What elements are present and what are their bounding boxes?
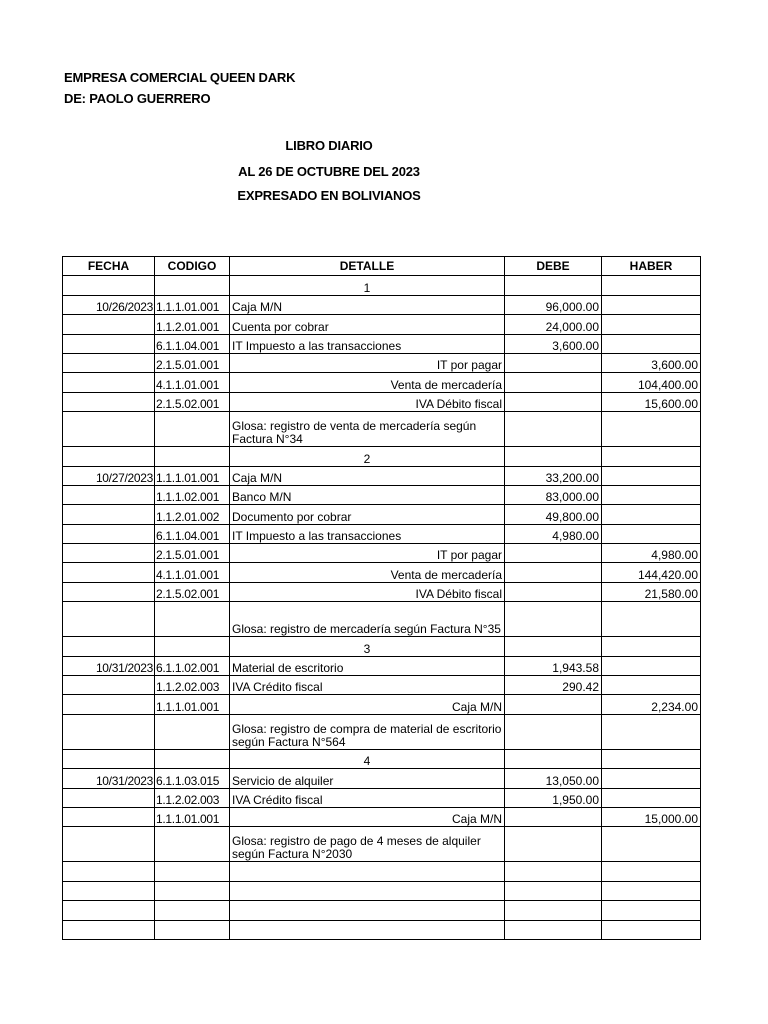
table-row — [63, 769, 701, 788]
detail-cell: IVA Crédito fiscal — [230, 676, 505, 695]
debe-cell: 96,000.00 — [505, 295, 602, 314]
column-header-codigo: CODIGO — [155, 257, 230, 276]
code-cell: 1.1.1.01.001 — [155, 295, 230, 314]
detail-cell: Material de escritorio — [230, 656, 505, 675]
debe-cell: 4,980.00 — [505, 524, 602, 543]
date-cell — [63, 602, 155, 637]
date-cell: 10/27/2023 — [63, 466, 155, 485]
haber-cell: 144,420.00 — [602, 563, 701, 582]
entry-number-row — [63, 637, 701, 656]
table-row — [63, 392, 701, 411]
detail-cell: IVA Crédito fiscal — [230, 788, 505, 807]
haber-cell — [602, 505, 701, 524]
detail-cell: IT por pagar — [230, 544, 505, 563]
journal-body — [63, 276, 701, 940]
debe-cell: 290.42 — [505, 676, 602, 695]
detail-cell: Servicio de alquiler — [230, 769, 505, 788]
code-cell: 6.1.1.02.001 — [155, 656, 230, 675]
table-row — [63, 353, 701, 372]
empty-cell — [63, 920, 155, 939]
table-row — [63, 466, 701, 485]
haber-cell: 4,980.00 — [602, 544, 701, 563]
debe-cell — [505, 563, 602, 582]
debe-cell — [505, 807, 602, 826]
table-row — [63, 524, 701, 543]
date-cell — [63, 582, 155, 601]
entry-number-row — [63, 276, 701, 295]
table-row — [63, 563, 701, 582]
haber-cell: 15,600.00 — [602, 392, 701, 411]
empty-cell — [505, 862, 602, 881]
debe-cell — [505, 582, 602, 601]
code-cell: 2.1.5.02.001 — [155, 582, 230, 601]
table-row — [63, 656, 701, 675]
table-row — [63, 295, 701, 314]
debe-cell — [505, 749, 602, 768]
detail-cell: Caja M/N — [230, 466, 505, 485]
entry-number: 4 — [230, 749, 505, 768]
debe-cell — [505, 412, 602, 447]
table-header-row — [63, 257, 701, 276]
haber-cell — [602, 714, 701, 749]
date-cell — [63, 676, 155, 695]
debe-cell — [505, 392, 602, 411]
detail-cell: Caja M/N — [230, 295, 505, 314]
table-row — [63, 505, 701, 524]
document-currency: EXPRESADO EN BOLIVIANOS — [237, 188, 421, 203]
haber-cell — [602, 827, 701, 862]
debe-cell — [505, 602, 602, 637]
debe-cell — [505, 447, 602, 466]
entry-number-row — [63, 447, 701, 466]
debe-cell — [505, 714, 602, 749]
empty-cell — [602, 862, 701, 881]
company-name: EMPRESA COMERCIAL QUEEN DARK — [64, 70, 296, 85]
code-cell: 1.1.1.01.001 — [155, 466, 230, 485]
debe-cell: 49,800.00 — [505, 505, 602, 524]
date-cell — [63, 373, 155, 392]
detail-cell: Banco M/N — [230, 485, 505, 504]
date-cell — [63, 447, 155, 466]
code-cell: 1.1.2.02.003 — [155, 676, 230, 695]
code-cell: 1.1.2.01.002 — [155, 505, 230, 524]
date-cell — [63, 807, 155, 826]
code-cell: 6.1.1.04.001 — [155, 524, 230, 543]
debe-cell: 83,000.00 — [505, 485, 602, 504]
document-date: AL 26 DE OCTUBRE DEL 2023 — [238, 164, 420, 179]
table-row — [63, 334, 701, 353]
haber-cell — [602, 788, 701, 807]
haber-cell — [602, 447, 701, 466]
debe-cell: 1,943.58 — [505, 656, 602, 675]
document-title: LIBRO DIARIO — [285, 138, 373, 153]
column-header-detalle: DETALLE — [230, 257, 505, 276]
debe-cell — [505, 637, 602, 656]
haber-cell — [602, 295, 701, 314]
glosa-row — [63, 412, 701, 447]
glosa-text: Glosa: registro de mercadería según Factura N°35 — [230, 602, 505, 637]
table-row — [63, 788, 701, 807]
code-cell: 1.1.1.01.001 — [155, 695, 230, 714]
entry-number: 2 — [230, 447, 505, 466]
glosa-row — [63, 827, 701, 862]
code-cell: 6.1.1.03.015 — [155, 769, 230, 788]
table-row — [63, 695, 701, 714]
blank-row — [63, 901, 701, 920]
table-row — [63, 544, 701, 563]
detail-cell: IT Impuesto a las transacciones — [230, 524, 505, 543]
empty-cell — [230, 862, 505, 881]
entry-number: 1 — [230, 276, 505, 295]
empty-cell — [155, 901, 230, 920]
code-cell: 1.1.2.02.003 — [155, 788, 230, 807]
date-cell — [63, 353, 155, 372]
debe-cell: 33,200.00 — [505, 466, 602, 485]
code-cell — [155, 447, 230, 466]
date-cell — [63, 788, 155, 807]
author-line: DE: PAOLO GUERRERO — [64, 91, 211, 106]
table-row — [63, 373, 701, 392]
entry-number-row — [63, 749, 701, 768]
haber-cell: 2,234.00 — [602, 695, 701, 714]
haber-cell — [602, 485, 701, 504]
debe-cell: 13,050.00 — [505, 769, 602, 788]
date-cell — [63, 524, 155, 543]
code-cell — [155, 276, 230, 295]
haber-cell — [602, 276, 701, 295]
glosa-text: Glosa: registro de pago de 4 meses de alquiler según Factura N°2030 — [230, 827, 505, 862]
detail-cell: Caja M/N — [230, 807, 505, 826]
empty-cell — [63, 881, 155, 900]
detail-cell: IT por pagar — [230, 353, 505, 372]
haber-cell: 104,400.00 — [602, 373, 701, 392]
haber-cell — [602, 334, 701, 353]
haber-cell — [602, 524, 701, 543]
empty-cell — [155, 920, 230, 939]
column-header-debe: DEBE — [505, 257, 602, 276]
date-cell — [63, 695, 155, 714]
code-cell — [155, 602, 230, 637]
debe-cell: 3,600.00 — [505, 334, 602, 353]
code-cell: 1.1.1.01.001 — [155, 807, 230, 826]
glosa-row — [63, 714, 701, 749]
date-cell — [63, 334, 155, 353]
detail-cell: IT Impuesto a las transacciones — [230, 334, 505, 353]
glosa-text: Glosa: registro de venta de mercadería según Factura N°34 — [230, 412, 505, 447]
journal-table — [62, 256, 701, 940]
date-cell: 10/26/2023 — [63, 295, 155, 314]
debe-cell: 24,000.00 — [505, 315, 602, 334]
code-cell — [155, 412, 230, 447]
empty-cell — [505, 881, 602, 900]
detail-cell: IVA Débito fiscal — [230, 582, 505, 601]
date-cell — [63, 485, 155, 504]
date-cell — [63, 505, 155, 524]
empty-cell — [155, 881, 230, 900]
detail-cell: Cuenta por cobrar — [230, 315, 505, 334]
haber-cell — [602, 602, 701, 637]
date-cell — [63, 544, 155, 563]
code-cell: 2.1.5.01.001 — [155, 353, 230, 372]
code-cell — [155, 637, 230, 656]
debe-cell — [505, 544, 602, 563]
table-row — [63, 315, 701, 334]
date-cell — [63, 392, 155, 411]
detail-cell: Venta de mercadería — [230, 563, 505, 582]
haber-cell — [602, 412, 701, 447]
table-row — [63, 582, 701, 601]
empty-cell — [505, 920, 602, 939]
debe-cell — [505, 827, 602, 862]
debe-cell — [505, 695, 602, 714]
empty-cell — [602, 920, 701, 939]
code-cell — [155, 827, 230, 862]
entry-number: 3 — [230, 637, 505, 656]
haber-cell: 21,580.00 — [602, 582, 701, 601]
code-cell — [155, 714, 230, 749]
haber-cell — [602, 769, 701, 788]
haber-cell — [602, 315, 701, 334]
empty-cell — [602, 881, 701, 900]
haber-cell: 15,000.00 — [602, 807, 701, 826]
date-cell — [63, 637, 155, 656]
date-cell — [63, 749, 155, 768]
date-cell: 10/31/2023 — [63, 656, 155, 675]
code-cell: 2.1.5.02.001 — [155, 392, 230, 411]
detail-cell: Caja M/N — [230, 695, 505, 714]
detail-cell: Documento por cobrar — [230, 505, 505, 524]
date-cell — [63, 276, 155, 295]
table-row — [63, 485, 701, 504]
date-cell: 10/31/2023 — [63, 769, 155, 788]
haber-cell — [602, 676, 701, 695]
debe-cell — [505, 276, 602, 295]
debe-cell — [505, 373, 602, 392]
empty-cell — [505, 901, 602, 920]
debe-cell: 1,950.00 — [505, 788, 602, 807]
empty-cell — [63, 901, 155, 920]
haber-cell — [602, 466, 701, 485]
haber-cell — [602, 637, 701, 656]
date-cell — [63, 563, 155, 582]
column-header-fecha: FECHA — [63, 257, 155, 276]
blank-row — [63, 881, 701, 900]
code-cell: 4.1.1.01.001 — [155, 373, 230, 392]
empty-cell — [155, 862, 230, 881]
column-header-haber: HABER — [602, 257, 701, 276]
date-cell — [63, 412, 155, 447]
code-cell — [155, 749, 230, 768]
haber-cell — [602, 656, 701, 675]
blank-row — [63, 862, 701, 881]
empty-cell — [230, 901, 505, 920]
empty-cell — [602, 901, 701, 920]
empty-cell — [230, 920, 505, 939]
empty-cell — [63, 862, 155, 881]
haber-cell: 3,600.00 — [602, 353, 701, 372]
glosa-text: Glosa: registro de compra de material de escritorio según Factura N°564 — [230, 714, 505, 749]
code-cell: 1.1.1.02.001 — [155, 485, 230, 504]
debe-cell — [505, 353, 602, 372]
haber-cell — [602, 749, 701, 768]
empty-cell — [230, 881, 505, 900]
glosa-row — [63, 602, 701, 637]
detail-cell: Venta de mercadería — [230, 373, 505, 392]
table-row — [63, 807, 701, 826]
code-cell: 4.1.1.01.001 — [155, 563, 230, 582]
detail-cell: IVA Débito fiscal — [230, 392, 505, 411]
date-cell — [63, 315, 155, 334]
date-cell — [63, 714, 155, 749]
code-cell: 2.1.5.01.001 — [155, 544, 230, 563]
code-cell: 6.1.1.04.001 — [155, 334, 230, 353]
blank-row — [63, 920, 701, 939]
code-cell: 1.1.2.01.001 — [155, 315, 230, 334]
table-row — [63, 676, 701, 695]
date-cell — [63, 827, 155, 862]
